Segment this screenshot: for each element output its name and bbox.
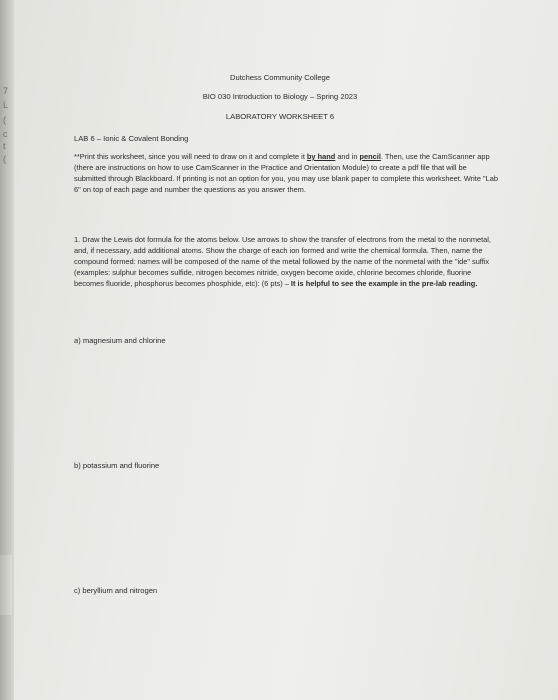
intro-text-1: **Print this worksheet, since you will need to draw on it and complete it — [74, 152, 307, 161]
part-b-label: b) potassium and fluorine — [74, 461, 160, 470]
binder-shadow — [0, 555, 12, 615]
margin-mark: ( — [3, 115, 6, 125]
margin-mark: 7 — [3, 86, 9, 96]
intro-text-3: . Then, use the CamScanner app (there are instructions on how to use CamScanner in the Practice and Orientation Module) to create a pdf file that will be submitted through Blackboard. If printing is not an option for you, you may use blank paper to complete this worksheet. Write "Lab 6" on top of each page and number the questions as you answer them. — [74, 152, 498, 194]
pencil-emphasis: pencil — [359, 152, 381, 161]
question-1 — [74, 234, 499, 289]
margin-mark: c — [3, 129, 8, 139]
margin-mark: ( — [3, 154, 6, 164]
part-c-label: c) beryllium and nitrogen — [74, 586, 158, 595]
college-name: Dutchess Community College — [229, 73, 331, 82]
course-title: BIO 030 Introduction to Biology – Spring 2023 — [202, 92, 358, 101]
part-a-label: a) magnesium and chlorine — [74, 336, 166, 345]
intro-instructions — [74, 151, 499, 195]
question-1-text: 1. Draw the Lewis dot formula for the atoms below. Use arrows to show the transfer of electrons from the metal to the nonmetal, and, if necessary, add additional atoms. Show the charge of each ion formed and write the chemical formula. Then, name the compound formed: names will be composed of the name of the metal followed by the name of the nonmetal with the "ide" suffix (examples: sulphur becomes sulfide, nitrogen becomes nitride, oxygen become oxide, chlorine becomes chloride, fluorine becomes fluoride, phosphorus becomes phosphide, etc): (6 pts) – — [74, 235, 491, 288]
worksheet-title: LABORATORY WORKSHEET 6 — [225, 112, 335, 121]
margin-mark: t — [3, 141, 6, 151]
margin-mark: L — [3, 100, 9, 110]
question-1-hint: It is helpful to see the example in the pre-lab reading. — [290, 279, 478, 288]
by-hand-emphasis: by hand — [306, 152, 336, 161]
lab-title: LAB 6 – Ionic & Covalent Bonding — [74, 134, 189, 143]
intro-text-2: and in — [335, 152, 360, 161]
